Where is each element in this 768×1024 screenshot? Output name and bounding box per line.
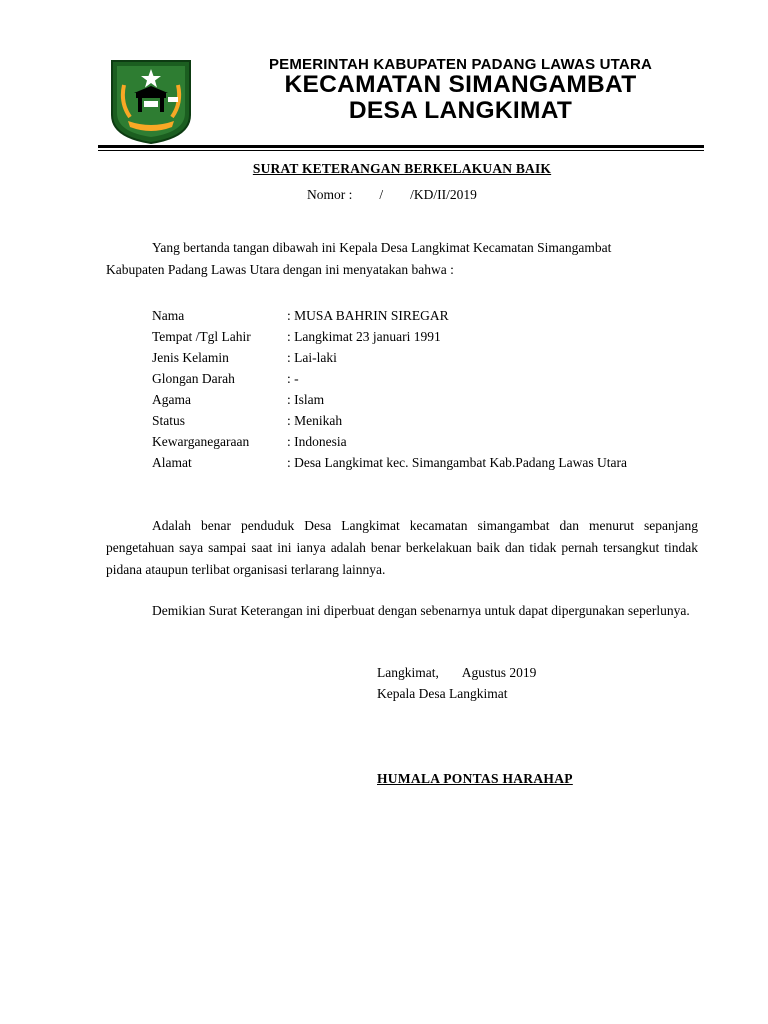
letterhead-village: DESA LANGKIMAT (348, 97, 573, 124)
letterhead-government: PEMERINTAH KABUPATEN PADANG LAWAS UTARA (268, 56, 653, 73)
field-label: Status (152, 413, 186, 428)
regency-logo-icon (106, 55, 196, 145)
letter-title: SURAT KETERANGAN BERKELAKUAN BAIK (252, 161, 552, 176)
field-value: : Langkimat 23 januari 1991 (287, 329, 441, 344)
statement-paragraph (106, 515, 698, 581)
statement-text: Adalah benar penduduk Desa Langkimat kecamatan simangambat dan menurut sepanjang pengetahuan saya sampai saat ini ianya adalah benar berkelakuan baik dan tidak pernah tersangkut tindak pidana ataupun terlibat organisasi terlarang lainnya. (106, 518, 698, 577)
field-value: : Menikah (287, 413, 343, 428)
closing-paragraph (106, 600, 698, 622)
letterhead-divider-thick (98, 145, 704, 148)
field-label: Kewarganegaraan (152, 434, 250, 449)
signatory-name: HUMALA PONTAS HARAHAP (377, 771, 573, 786)
field-value: : MUSA BAHRIN SIREGAR (287, 308, 449, 323)
field-label: Alamat (152, 455, 192, 470)
field-value: : Desa Langkimat kec. Simangambat Kab.Padang Lawas Utara (287, 455, 628, 470)
field-value: : - (287, 371, 299, 386)
field-value: : Islam (287, 392, 325, 407)
field-label: Nama (152, 308, 185, 323)
field-value: : Indonesia (287, 434, 347, 449)
intro-text: Yang bertanda tangan dibawah ini Kepala Desa Langkimat Kecamatan Simangambat Kabupaten Padang Lawas Utara dengan ini menyatakan bahwa : (106, 240, 612, 277)
letterhead-district: KECAMATAN SIMANGAMBAT (284, 71, 637, 98)
field-label: Glongan Darah (152, 371, 235, 386)
signature-place-date: Langkimat, Agustus 2019 (377, 665, 537, 680)
field-value: : Lai-laki (287, 350, 337, 365)
field-label: Agama (152, 392, 191, 407)
field-label: Tempat /Tgl Lahir (152, 329, 251, 344)
signature-position: Kepala Desa Langkimat (377, 686, 508, 701)
letter-number: Nomor : / /KD/II/2019 (307, 187, 477, 202)
field-label: Jenis Kelamin (152, 350, 229, 365)
intro-paragraph (106, 237, 668, 281)
letterhead-divider-thin (98, 150, 704, 151)
closing-text: Demikian Surat Keterangan ini diperbuat dengan sebenarnya untuk dapat dipergunakan seperlunya. (152, 603, 690, 618)
